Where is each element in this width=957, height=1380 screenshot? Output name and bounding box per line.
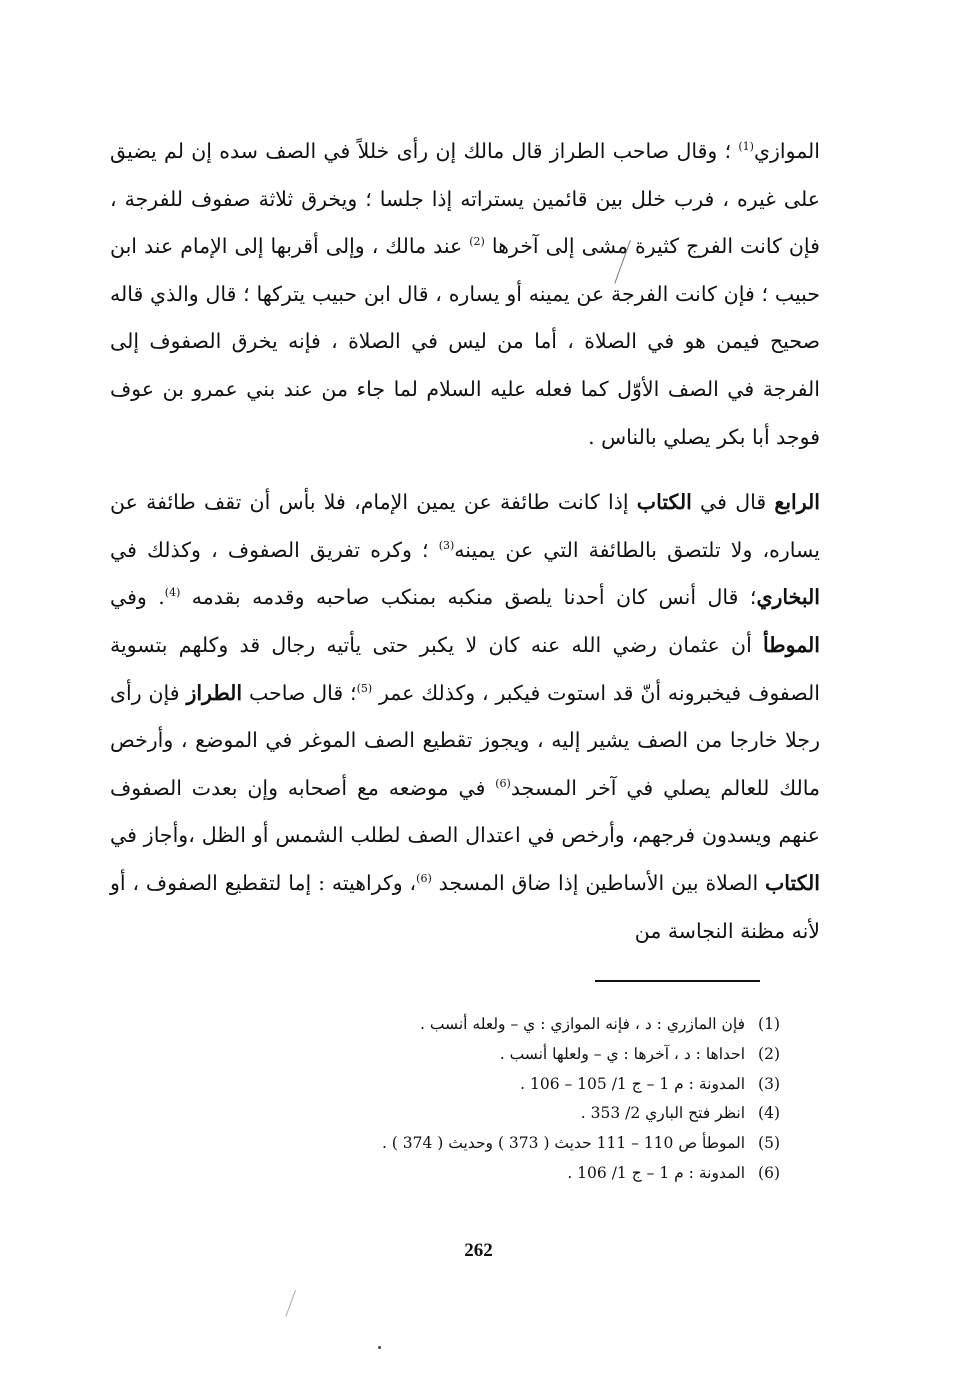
footnote-text: الموطأ ص 110 – 111 حديث ( 373 ) وحديث ( 374 ) .	[381, 1134, 746, 1153]
footnote-ref: (5)	[356, 681, 373, 695]
footnote-number: (2)	[758, 1044, 780, 1063]
bold-term: الرابع	[774, 490, 820, 515]
footnote-item	[160, 1010, 780, 1040]
footnote-text: المدونة : م 1 – ج 1/ 105 – 106 .	[520, 1074, 746, 1093]
text-run: عند مالك ، وإلى أقربها إلى الإمام عند ابن حبيب ؛ فإن كانت الفرجة عن يمينه أو يساره ، قال ابن حبيب يتركها ؛ قال والذي قاله صحيح فيمن هو في الصلاة ، أما من ليس في الصلاة ، فإنه يخرق الصفوف إلى الفرجة في الصف الأوّل كما فعله عليه السلام لما جاء من عند بني عمرو بن عوف فوجد أبا بكر يصلي بالناس .	[110, 234, 820, 449]
paragraph-2	[110, 479, 820, 955]
text-run: قال في	[691, 490, 775, 515]
footnote-item	[160, 1159, 780, 1189]
text-run: ، وكراهيته : إما لتقطيع الصفوف ، أو لأنه مظنة النجاسة من	[110, 870, 820, 943]
footnote-text: المدونة : م 1 – ج 1/ 106 .	[567, 1163, 746, 1182]
footnote-ref: (1)	[738, 140, 754, 154]
footnote-item	[160, 1099, 780, 1129]
bold-term: الطراز	[186, 680, 243, 705]
text-run: الموازي	[753, 139, 820, 163]
text-run: فإن رأى رجلا خارجا من الصف يشير إليه ، ويجوز تقطيع الصف الموغر في الموضع ، وأرخص مالك للعالم يصلي في آخر المسجد	[110, 680, 820, 800]
footnote-number: (1)	[758, 1015, 780, 1033]
footnote-text: فإن المازري : د ، فإنه الموازي : ي – ولعله أنسب .	[419, 1015, 746, 1033]
text-run: ؛ قال صاحب	[242, 680, 357, 705]
bold-term: الموطأ	[763, 632, 820, 657]
text-run: الصلاة بين الأساطين إذا ضاق المسجد	[431, 870, 765, 895]
bold-term: الكتاب	[765, 870, 820, 895]
paragraph-1	[110, 128, 820, 461]
body-text	[110, 128, 820, 955]
footnote-ref: (6)	[416, 872, 432, 886]
footnote-item	[160, 1129, 780, 1159]
text-run: إذا كانت طائفة عن يمين الإمام، فلا بأس أن تقف طائفة عن يساره، ولا تلتصق بالطائفة التي عن يمينه	[110, 490, 821, 562]
footnote-text: احداها : د ، آخرها : ي – ولعلها أنسب .	[499, 1044, 746, 1063]
footnote-ref: (2)	[469, 235, 485, 249]
footnotes-list	[160, 1010, 780, 1189]
page-number: 262	[464, 1240, 493, 1261]
bold-term: الكتاب	[636, 490, 692, 515]
bold-term: البخاري	[756, 585, 820, 610]
speck	[378, 1346, 381, 1349]
text-run: ؛ وقال صاحب الطراز قال مالك إن رأى خللاً في الصف سده إن لم يضيق على غيره ، فرب خلل بين قائمين يستراته إذا جلسا ؛ ويخرق ثلاثة صفوف للفرجة ، فإن كانت الفرج كثيرة مشى إلى آخرها	[110, 139, 820, 259]
footnote-number: (5)	[758, 1134, 780, 1153]
footnote-number: (6)	[758, 1163, 780, 1182]
pen-mark	[285, 1290, 296, 1317]
footnote-text: انظر فتح الباري 2/ 353 .	[580, 1104, 746, 1123]
footnote-ref: (4)	[164, 586, 181, 600]
footnote-item	[160, 1070, 780, 1100]
text-run: أن عثمان رضي الله عنه كان لا يكبر حتى يأتيه رجال قد وكلهم بتسوية الصفوف فيخبرونه أنّ قد استوت فيكبر ، وكذلك عمر	[110, 632, 821, 705]
text-run: في موضعه مع أصحابه وإن بعدت الصفوف عنهم ويسدون فرجهم، وأرخص في اعتدال الصف لطلب الشمس أو الظل ،وأجاز في	[110, 775, 820, 848]
text-run: . وفي	[110, 585, 165, 610]
footnote-ref: (3)	[438, 538, 455, 552]
text-run: ؛ وكره تفريق الصفوف ، وكذلك في	[110, 537, 439, 562]
footnote-number: (3)	[758, 1074, 780, 1093]
footnote-item	[160, 1040, 780, 1070]
footnote-ref: (6)	[495, 776, 511, 790]
text-run: ؛ قال أنس كان أحدنا يلصق منكبه بمنكب صاحبه وقدمه بقدمه	[180, 585, 757, 610]
footnote-separator	[595, 980, 760, 982]
footnote-number: (4)	[758, 1104, 780, 1123]
